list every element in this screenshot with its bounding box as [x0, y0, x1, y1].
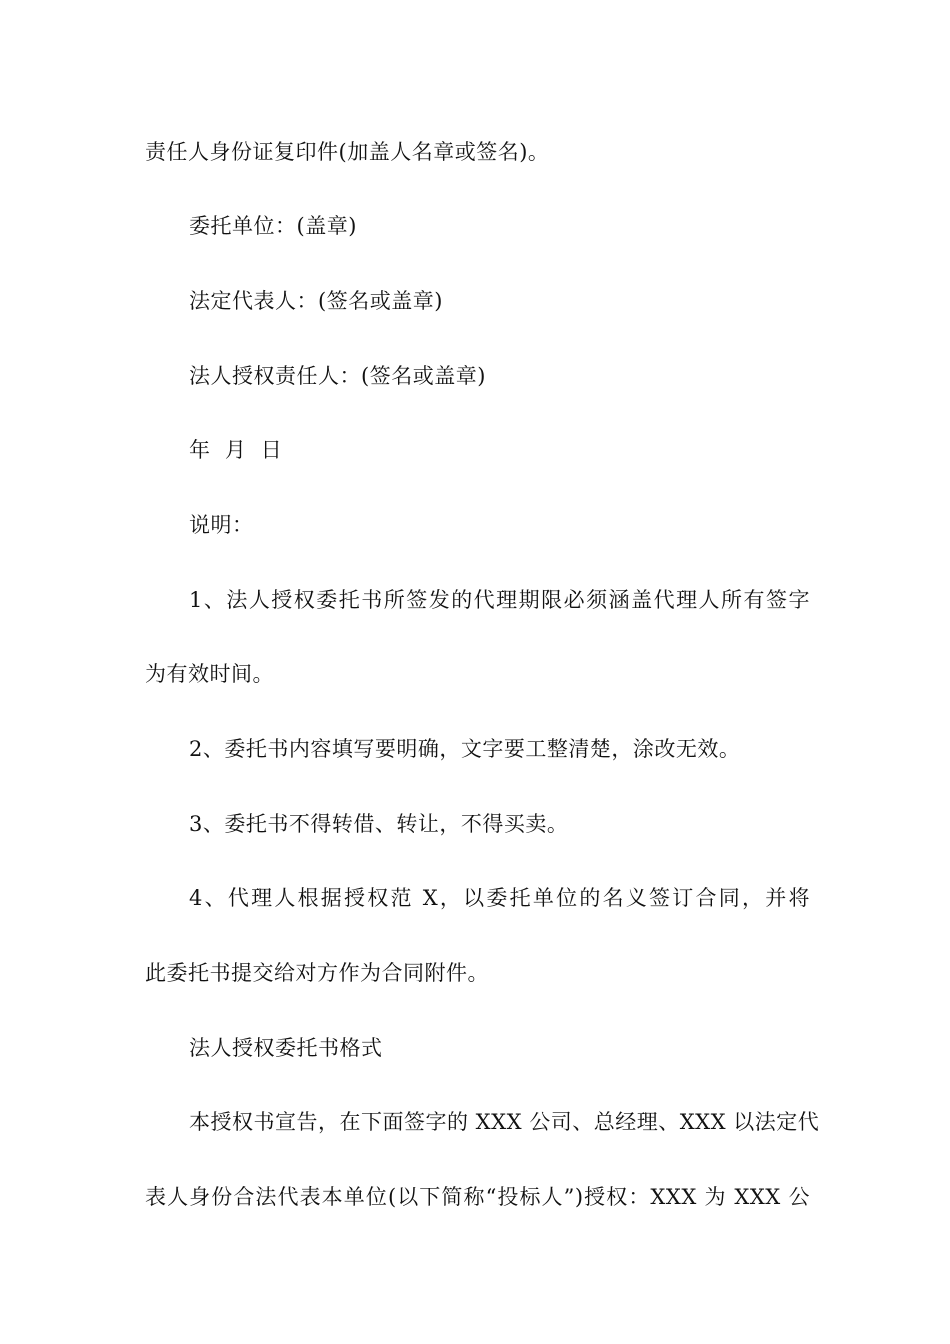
text-line-6: 说明：	[189, 513, 254, 537]
text-line-3: 法定代表人：(签名或盖章)	[189, 289, 443, 313]
text-line-15: 表人身份合法代表本单位(以下简称“投标人”)授权：XXX 为 XXX 公	[145, 1185, 810, 1209]
text-line-13: 法人授权委托书格式	[189, 1036, 383, 1060]
text-line-12: 此委托书提交给对方作为合同附件。	[145, 961, 489, 985]
text-line-2: 委托单位：(盖章)	[189, 214, 357, 238]
text-line-11: 4、代理人根据授权范 X，以委托单位的名义签订合同，并将	[189, 886, 810, 910]
text-line-7: 1、法人授权委托书所签发的代理期限必须涵盖代理人所有签字	[189, 588, 810, 612]
text-line-8: 为有效时间。	[145, 662, 274, 686]
text-line-10: 3、委托书不得转借、转让，不得买卖。	[189, 812, 569, 836]
text-line-14: 本授权书宣告，在下面签字的 XXX 公司、总经理、XXX 以法定代	[189, 1110, 820, 1134]
text-line-1: 责任人身份证复印件(加盖人名章或签名)。	[145, 140, 550, 164]
text-line-4: 法人授权责任人：(签名或盖章)	[189, 364, 486, 388]
text-line-9: 2、委托书内容填写要明确，文字要工整清楚，涂改无效。	[189, 737, 741, 761]
text-line-5: 年 月 日	[189, 438, 283, 462]
